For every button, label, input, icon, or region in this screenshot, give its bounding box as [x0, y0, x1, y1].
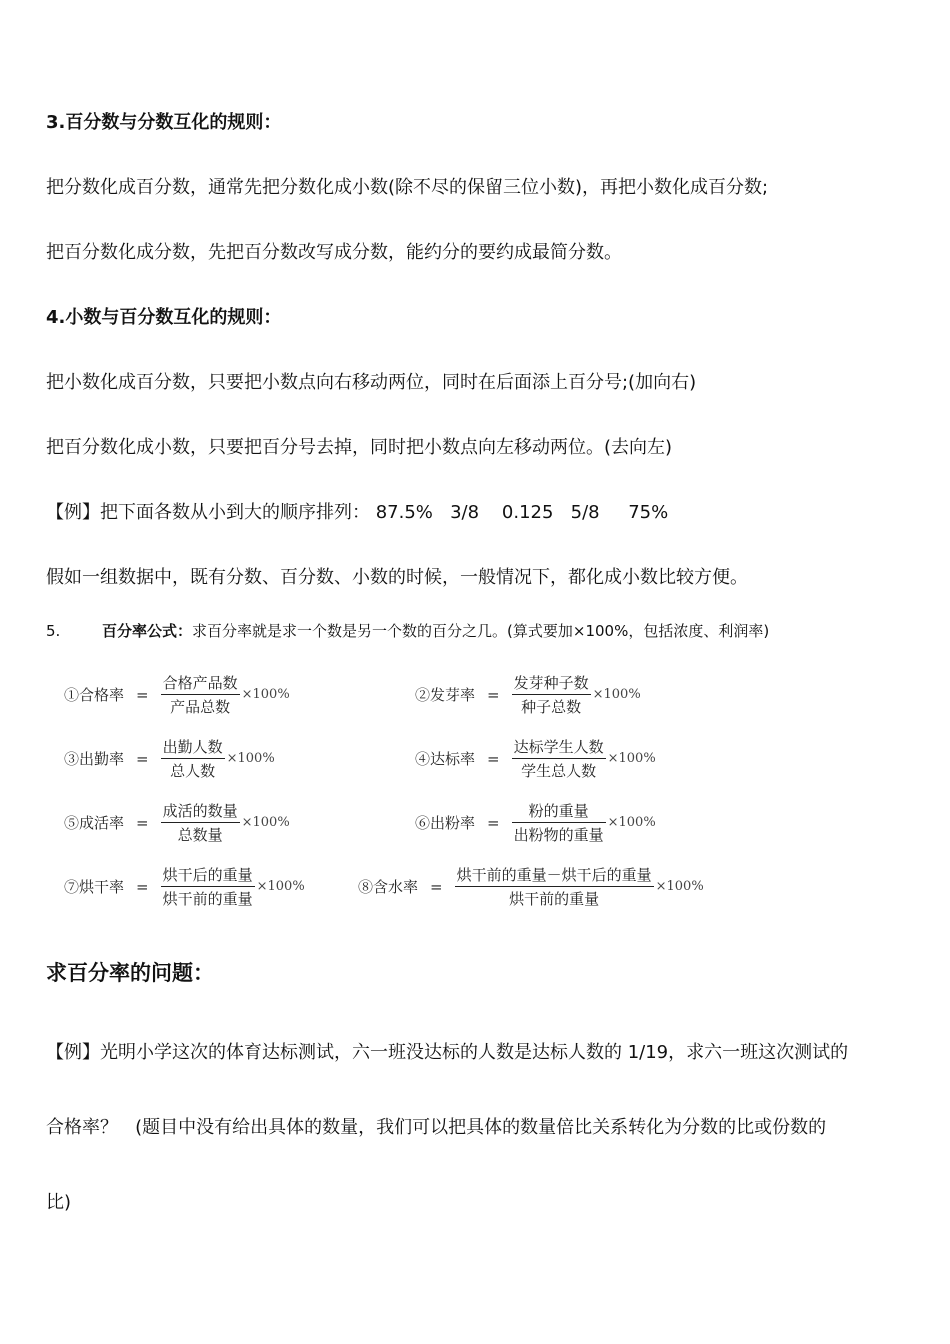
denominator: 出粉物的重量	[513, 826, 604, 844]
sec4-rule-1: 把小数化成百分数，只要把小数点向右移动两位，同时在后面添上百分号;(加向右)	[46, 372, 697, 393]
denominator: 产品总数	[170, 698, 231, 716]
fraction	[512, 800, 606, 845]
sec6-heading: 求百分率的问题：	[46, 961, 214, 985]
denominator: 总数量	[177, 826, 223, 844]
fraction	[161, 672, 240, 717]
formula-survival-rate	[64, 800, 290, 845]
sec4-heading: 4.小数与百分数互化的规则：	[46, 307, 282, 328]
fraction	[455, 864, 654, 909]
sec6-example-line-1: 【例】光明小学这次的体育达标测试，六一班没达标的人数是达标人数的 1/19，求六一班这次测试的	[46, 1042, 849, 1063]
formula-attendance-rate	[64, 736, 275, 781]
fraction	[161, 736, 225, 781]
percent-suffix: ×100%	[241, 815, 290, 830]
sec5-title: 百分率公式：	[102, 622, 193, 640]
percent-suffix: ×100%	[226, 751, 275, 766]
formula-name: ①合格率	[64, 686, 125, 704]
equals-sign: =	[136, 749, 149, 768]
fraction	[512, 672, 591, 717]
equals-sign: =	[487, 749, 500, 768]
formula-drying-rate	[64, 864, 305, 909]
equals-sign: =	[487, 813, 500, 832]
sec5-line	[46, 620, 769, 642]
numerator: 出勤人数	[162, 738, 223, 756]
formula-standard-rate	[415, 736, 656, 781]
fraction	[161, 864, 255, 909]
sec3-rule-2: 把百分数化成分数，先把百分数改写成分数，能约分的要约成最简分数。	[46, 242, 622, 263]
numerator: 烘干后的重量	[162, 866, 253, 884]
formula-name: ⑧含水率	[358, 878, 419, 896]
sec5-number: 5.	[46, 622, 61, 640]
numerator: 发芽种子数	[513, 674, 589, 692]
sec4-note: 假如一组数据中，既有分数、百分数、小数的时候，一般情况下，都化成小数比较方便。	[46, 567, 748, 588]
equals-sign: =	[487, 685, 500, 704]
numerator: 合格产品数	[162, 674, 238, 692]
formula-name: ②发芽率	[415, 686, 476, 704]
sec6-example-line-2: 合格率？ (题目中没有给出具体的数量，我们可以把具体的数量倍比关系转化为分数的比或份数的	[46, 1117, 827, 1138]
sec4-example: 【例】把下面各数从小到大的顺序排列： 87.5% 3/8 0.125 5/8 75%	[46, 502, 669, 523]
percent-suffix: ×100%	[607, 815, 656, 830]
formula-name: ④达标率	[415, 750, 476, 768]
percent-suffix: ×100%	[256, 879, 305, 894]
numerator: 成活的数量	[162, 802, 238, 820]
percent-suffix: ×100%	[655, 879, 704, 894]
denominator: 学生总人数	[521, 762, 597, 780]
equals-sign: =	[430, 877, 443, 896]
formula-pass-rate	[64, 672, 290, 717]
numerator: 粉的重量	[528, 802, 589, 820]
formula-name: ③出勤率	[64, 750, 125, 768]
percent-suffix: ×100%	[607, 751, 656, 766]
formula-name: ⑤成活率	[64, 814, 125, 832]
formula-name: ⑦烘干率	[64, 878, 125, 896]
equals-sign: =	[136, 877, 149, 896]
sec5-desc: 求百分率就是求一个数是另一个数的百分之几。(算式要加×100%，包括浓度、利润率)	[192, 622, 770, 640]
numerator: 达标学生人数	[513, 738, 604, 756]
fraction	[512, 736, 606, 781]
denominator: 总人数	[170, 762, 216, 780]
formula-water-content	[358, 864, 704, 909]
sec3-rule-1: 把分数化成百分数，通常先把分数化成小数(除不尽的保留三位小数)，再把小数化成百分数;	[46, 177, 769, 198]
formula-germination-rate	[415, 672, 641, 717]
formula-flour-rate	[415, 800, 656, 845]
sec3-heading: 3.百分数与分数互化的规则：	[46, 112, 282, 133]
equals-sign: =	[136, 813, 149, 832]
fraction	[161, 800, 240, 845]
denominator: 烘干前的重量	[162, 890, 253, 908]
numerator: 烘干前的重量－烘干后的重量	[456, 866, 652, 884]
percent-suffix: ×100%	[241, 687, 290, 702]
denominator: 种子总数	[521, 698, 582, 716]
formula-name: ⑥出粉率	[415, 814, 476, 832]
denominator: 烘干前的重量	[509, 890, 600, 908]
percent-suffix: ×100%	[592, 687, 641, 702]
sec4-rule-2: 把百分数化成小数，只要把百分号去掉，同时把小数点向左移动两位。(去向左)	[46, 437, 673, 458]
equals-sign: =	[136, 685, 149, 704]
sec6-example-line-3: 比)	[46, 1192, 72, 1213]
